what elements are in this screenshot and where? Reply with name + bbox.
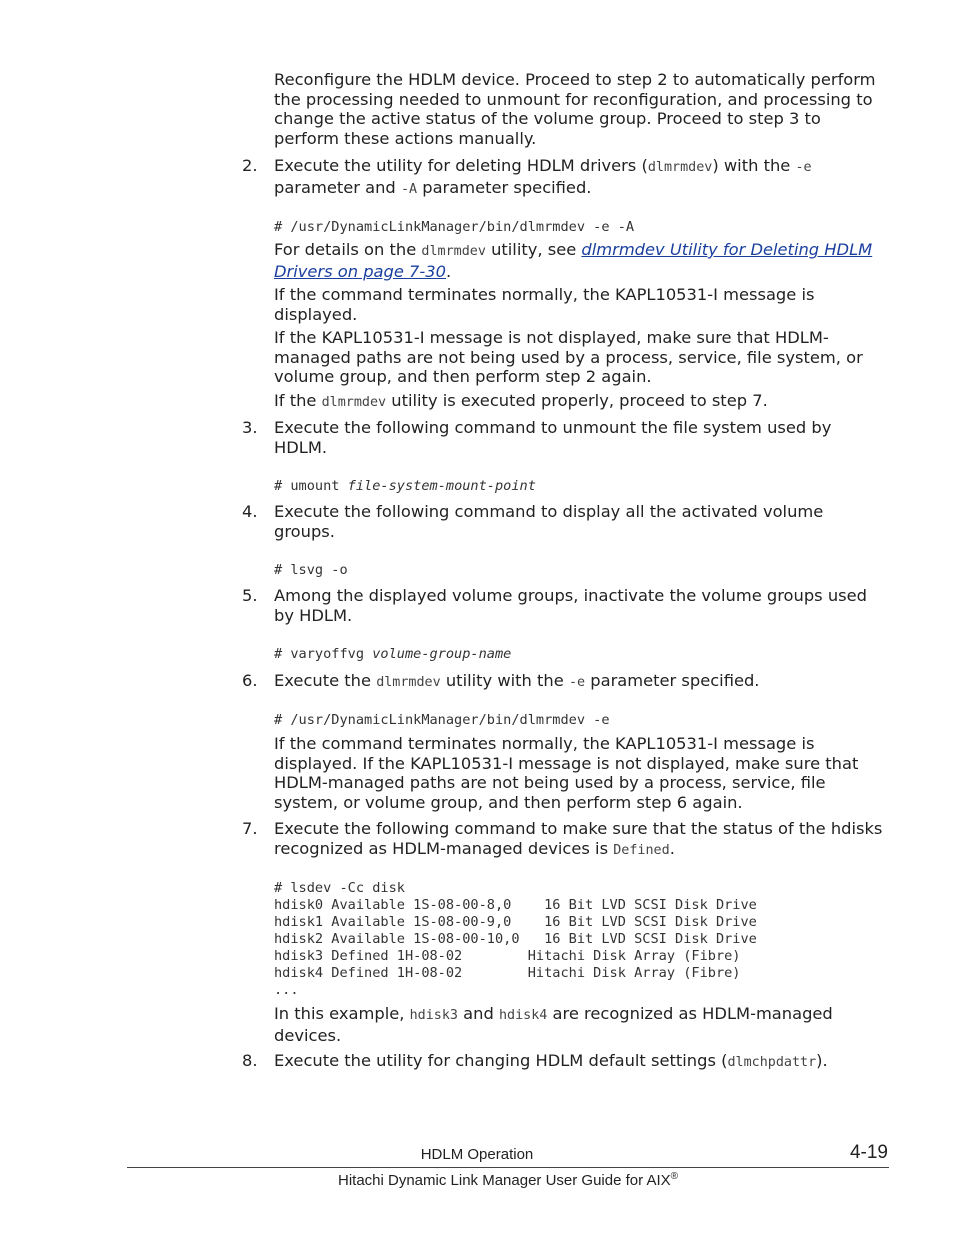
- step-7-example: In this example, hdisk3 and hdisk4 are recognized as HDLM-managed devices.: [274, 1004, 833, 1045]
- footer-section-name: HDLM Operation: [420, 1146, 534, 1163]
- step-4-command: # lsvg -o: [274, 562, 348, 578]
- footer-document-title: Hitachi Dynamic Link Manager User Guide for AIX®: [337, 1171, 678, 1189]
- step-7-text: Execute the following command to make sure that the status of the hdisks recognized as HDLM-managed devices is Defined.: [274, 819, 883, 858]
- step-6-number: 6.: [242, 671, 258, 690]
- step-5-command: # varyoffvg volume-group-name: [274, 646, 512, 662]
- step-4-number: 4.: [242, 502, 258, 521]
- step-2-normal-result: If the command terminates normally, the KAPL10531-I message is displayed.: [274, 285, 815, 324]
- step-6-result: If the command terminates normally, the KAPL10531-I message is displayed. If the KAPL10531-I message is not displayed, make sure that HDLM-managed paths are not being used by a process, service, file system, or volume group, and then perform step 6 again.: [274, 734, 859, 812]
- step-6-command: # /usr/DynamicLinkManager/bin/dlmrmdev -e: [274, 712, 610, 728]
- page-number: 4-19: [849, 1142, 888, 1163]
- step-3-text: Execute the following command to unmount the file system used by HDLM.: [274, 418, 832, 457]
- step-7-output: # lsdev -Cc disk hdisk0 Available 1S-08-00-8,0 16 Bit LVD SCSI Disk Drive hdisk1 Available 1S-08-00-9,0 16 Bit LVD SCSI Disk Drive hdisk2 Available 1S-08-00-10,0 16 Bit LVD SCSI Disk Drive hdisk3 Defined 1H-08-02 Hitachi Disk Array (Fibre) hdisk4 Defined 1H-08-02 Hitachi Disk Array (Fibre) ...: [274, 880, 757, 998]
- step-3-command: # umount file-system-mount-point: [274, 478, 536, 494]
- step-2-details: For details on the dlmrmdev utility, see dlmrmdev Utility for Deleting HDLM Drivers on page 7-30.: [274, 240, 873, 281]
- intro-paragraph: Reconfigure the HDLM device. Proceed to step 2 to automatically perform the processing needed to unmount for reconfiguration, and processing to change the active status of the volume group. Proceed to step 3 to perform these actions manually.: [274, 70, 876, 148]
- step-5-text: Among the displayed volume groups, inactivate the volume groups used by HDLM.: [274, 586, 867, 625]
- step-2-number: 2.: [242, 156, 258, 175]
- step-7-number: 7.: [242, 819, 258, 838]
- step-5-number: 5.: [242, 586, 258, 605]
- footer-divider: [127, 1167, 889, 1168]
- dlmrmdev-utility-link[interactable]: dlmrmdev Utility for Deleting HDLM Drivers on page 7-30: [274, 240, 873, 281]
- step-2-proper-result: If the dlmrmdev utility is executed properly, proceed to step 7.: [274, 391, 768, 410]
- step-8-text: Execute the utility for changing HDLM default settings (dlmchpdattr).: [274, 1051, 828, 1070]
- step-8-number: 8.: [242, 1051, 258, 1070]
- step-3-number: 3.: [242, 418, 258, 437]
- step-2-not-displayed: If the KAPL10531-I message is not displayed, make sure that HDLM-managed paths are not being used by a process, service, file system, or volume group, and then perform step 2 again.: [274, 328, 863, 387]
- step-2-text: Execute the utility for deleting HDLM drivers (dlmrmdev) with the -e parameter and -A parameter specified.: [274, 156, 812, 197]
- step-2-command: # /usr/DynamicLinkManager/bin/dlmrmdev -e -A: [274, 219, 635, 235]
- step-4-text: Execute the following command to display all the activated volume groups.: [274, 502, 824, 541]
- step-6-text: Execute the dlmrmdev utility with the -e parameter specified.: [274, 671, 760, 690]
